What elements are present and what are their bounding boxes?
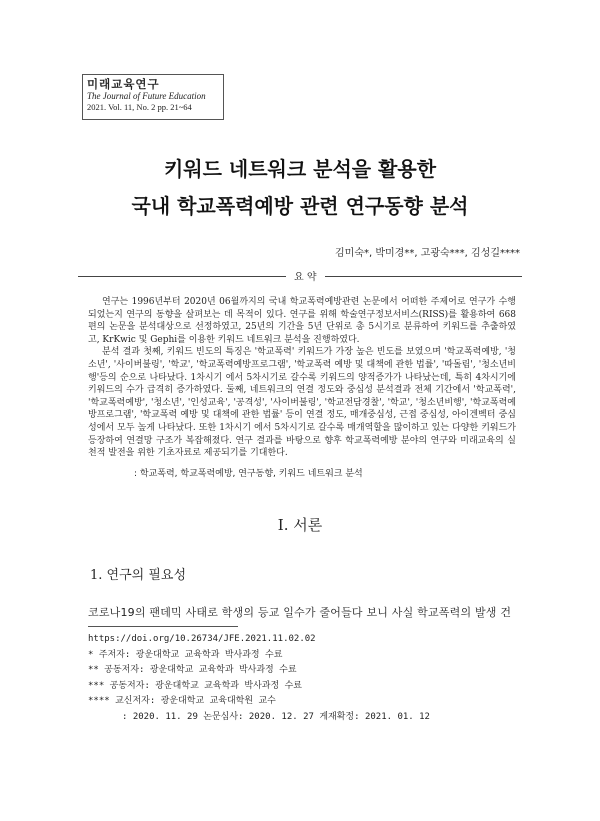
submission-dates: : 2020. 11. 29 논문심사: 2020. 12. 27 게재확정: 2021. 01. 12	[122, 711, 430, 722]
footnote-item: ** 공동저자: 광운대학교 교육학과 박사과정 수료	[88, 665, 297, 675]
section-heading: Ⅰ. 서론	[277, 516, 323, 534]
footnote-item: *** 공동저자: 광운대학교 교육학과 박사과정 수료	[88, 680, 302, 691]
journal-volume: 2021. Vol. 11, No. 2 pp. 21~64	[87, 102, 192, 112]
keywords: : 학교폭력, 학교폭력예방, 연구동향, 키워드 네트워크 분석	[134, 469, 363, 479]
journal-name-korean: 미래교육연구	[87, 77, 160, 91]
author-list: 김미숙*, 박미경**, 고광숙***, 김성길****	[335, 248, 520, 259]
footnote-divider	[88, 626, 238, 627]
footnote-item: * 주저자: 광운대학교 교육학과 박사과정 수료	[88, 649, 283, 660]
footnote-item: **** 교신저자: 광운대학교 교육대학원 교수	[88, 696, 276, 706]
body-paragraph: 코로나19의 팬데믹 사태로 학생의 등교 일수가 줄어들다 보니 사실 학교폭력의 발생 건	[88, 606, 512, 619]
paper-title-line2: 국내 학교폭력예방 관련 연구동향 분석	[131, 194, 469, 218]
journal-info-box	[82, 74, 224, 120]
abstract-paragraph: 연구는 1996년부터 2020년 06월까지의 국내 학교폭력예방관련 논문에서 어떠한 주제어로 연구가 수행되었는지 연구의 동향을 살펴보는 데 목적이 있다. 연구를 위해 학술연구정보서비스(RISS)를 활용하여 668편의 논문을 분석대상으로 선정하였고, 25년의 기간을 5년 단위로 총 5시기로 분류하여 키워드를 추출하였고, KrKwic 및 Gephi를 이용한 키워드 네트워크 분석을 진행하였다.	[88, 297, 516, 345]
subsection-heading: 1. 연구의 필요성	[90, 568, 187, 583]
footnotes	[88, 632, 430, 725]
abstract-paragraph: 분석 결과 첫째, 키워드 빈도의 특징은 '학교폭력' 키워드가 가장 높은 빈도를 보였으며 '학교폭력예방, '청소년', '사이버불링', '학교', '학교폭력예방프로그램', '학교폭력 예방 및 대책에 관한 법률', '따돌림', '청소년비행'등의 순으로 나타났다. 1차시기 에서 5차시기로 갈수록 키워드의 양적증가가 나타났는데, 특히 4차시기에 키워드의 수가 급격히 증가하였다. 둘째, 네트워크의 연결 정도와 중심성 분석결과 전체 기간에서 '학교폭력', '학교폭력예방', '청소년', '인성교육', '공격성', '사이버불링', '학교전담경찰', '학교', '청소년비행', '학교폭력예방프로그램', '학교폭력 예방 및 대책에 관한 법률' 등이 연결 정도, 매개중심성, 근접 중심성, 아이겐벡터 중심성에서 모두 높게 나타났다. 또한 1차시기 에서 5차시기로 갈수록 매개역할을 많이하고 있는 다양한 키워드가 등장하여 연결망 구조가 복잡해졌다. 연구 결과를 바탕으로 향후 학교폭력예방 분야의 연구와 미래교육의 실천적 발전을 위한 기초자료로 제공되기를 기대한다.	[88, 347, 516, 459]
paper-title-line1: 키워드 네트워크 분석을 활용한	[163, 157, 437, 181]
journal-name-english: The Journal of Future Education	[87, 91, 206, 101]
doi-link[interactable]: https://doi.org/10.26734/JFE.2021.11.02.02	[88, 634, 316, 644]
abstract-body	[88, 296, 516, 460]
abstract-label: 요 약	[286, 268, 325, 283]
